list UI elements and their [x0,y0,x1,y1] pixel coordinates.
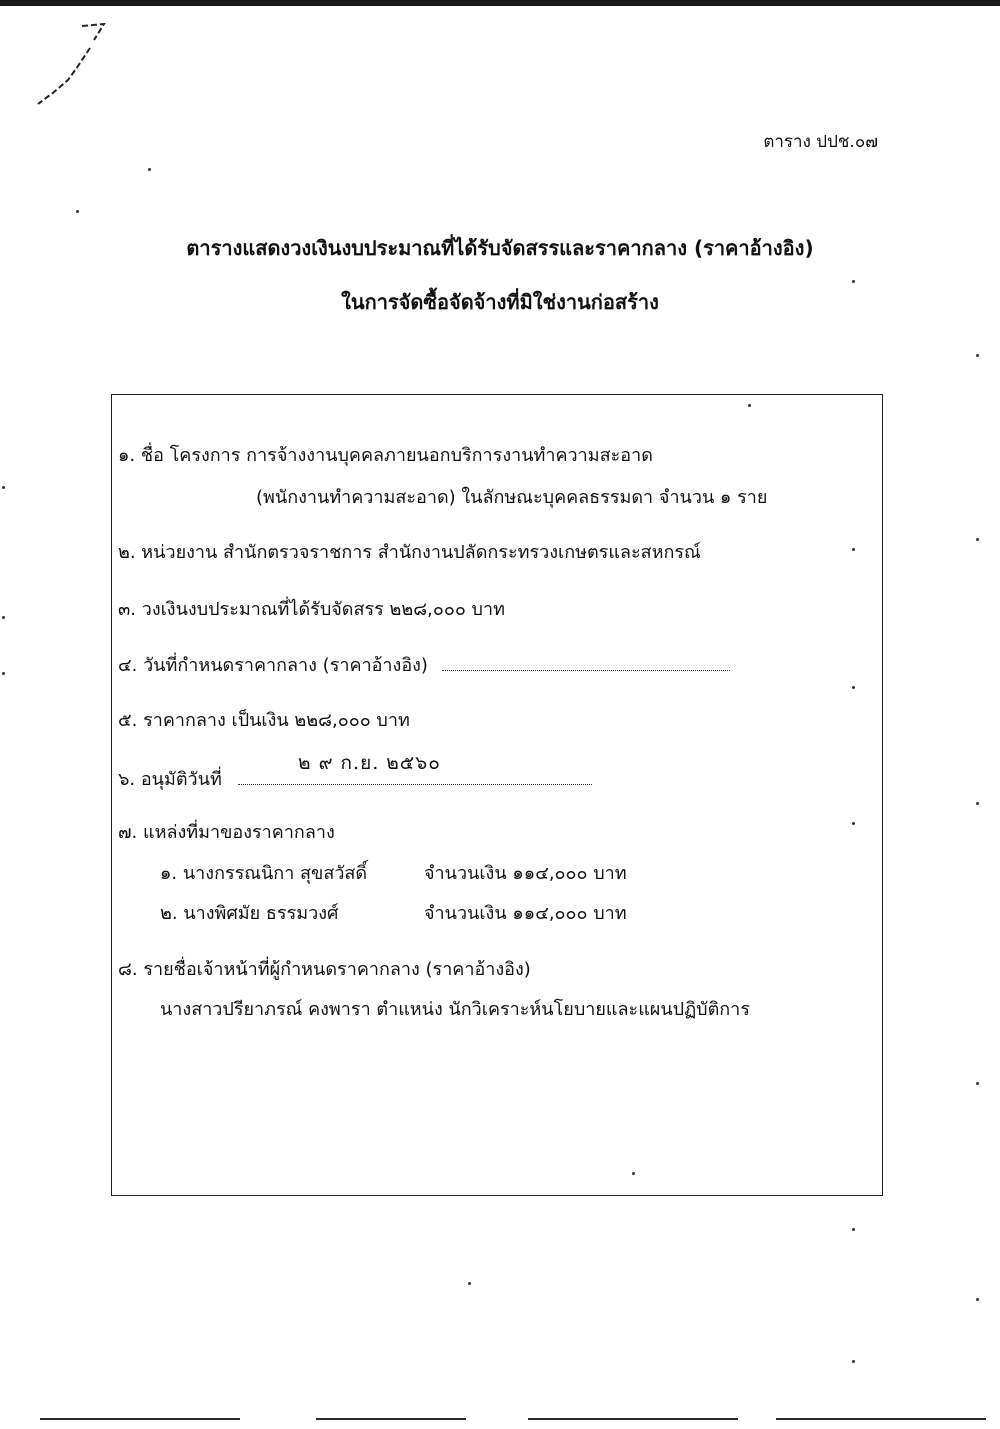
scan-speck [148,168,151,171]
item-approval-label: ๖. อนุมัติวันที่ [118,769,222,790]
item-reference-date-label: ๔. วันที่กำหนดราคากลาง (ราคาอ้างอิง) [118,655,428,676]
scan-speck [976,538,979,541]
scan-speck [976,1082,979,1085]
scan-speck [852,686,855,689]
scan-speck [852,1360,855,1363]
reference-date-blank-line [442,656,730,671]
source-entry-amount: จำนวนเงิน ๑๑๔,๐๐๐ บาท [424,903,627,924]
form-code: ตาราง ปปช.๐๗ [763,132,878,152]
scan-bottom-edge [0,1418,1000,1422]
form-box [111,394,883,1196]
source-entry-name: ๑. นางกรรณนิกา สุขสวัสดิ์ [160,863,368,884]
item-project-label: ๑. ชื่อ โครงการ การจ้างงานบุคคลภายนอกบริการงานทำความสะอาด [118,445,653,466]
scan-speck [632,1172,635,1175]
scan-speck [976,354,979,357]
handwritten-approval-date: ๒ ๙ ก.ย. ๒๕๖๐ [298,752,441,774]
item-officers-label: ๘. รายชื่อเจ้าหน้าที่ผู้กำหนดราคากลาง (ราคาอ้างอิง) [118,959,531,980]
source-entry [160,858,860,887]
scan-speck [2,672,5,675]
scan-speck [2,616,5,619]
item-officers-name: นางสาวปรียาภรณ์ คงพารา ตำแหน่ง นักวิเคราะห์นโยบายและแผนปฏิบัติการ [160,999,750,1020]
scan-speck [852,280,855,283]
handwritten-corner-mark [30,18,120,118]
scan-speck [976,802,979,805]
source-entry-amount: จำนวนเงิน ๑๑๔,๐๐๐ บาท [424,863,627,884]
scan-speck [76,210,79,213]
page-title: ตารางแสดงวงเงินงบประมาณที่ได้รับจัดสรรและราคากลาง (ราคาอ้างอิง) [186,236,814,260]
scan-speck [852,822,855,825]
scan-speck [2,486,5,489]
page-subtitle: ในการจัดซื้อจัดจ้างที่มิใช่งานก่อสร้าง [341,290,659,314]
scan-speck [852,1228,855,1231]
item-median-price: ๕. ราคากลาง เป็นเงิน ๒๒๘,๐๐๐ บาท [118,710,410,731]
scan-speck [852,548,855,551]
item-budget: ๓. วงเงินงบประมาณที่ได้รับจัดสรร ๒๒๘,๐๐๐ บาท [118,599,505,620]
scan-speck [748,404,751,407]
scan-speck [468,1282,471,1285]
item-project-continuation: (พนักงานทำความสะอาด) ในลักษณะบุคคลธรรมดา จำนวน ๑ ราย [256,487,768,508]
source-entry [160,898,860,927]
item-sources-label: ๗. แหล่งที่มาของราคากลาง [118,822,335,843]
scan-top-edge [0,0,1000,6]
item-reference-date [118,650,730,679]
item-agency: ๒. หน่วยงาน สำนักตรวจราชการ สำนักงานปลัดกระทรวงเกษตรและสหกรณ์ [118,542,701,563]
source-entry-name: ๒. นางพิศมัย ธรรมวงศ์ [160,903,339,924]
scan-speck [976,1298,979,1301]
